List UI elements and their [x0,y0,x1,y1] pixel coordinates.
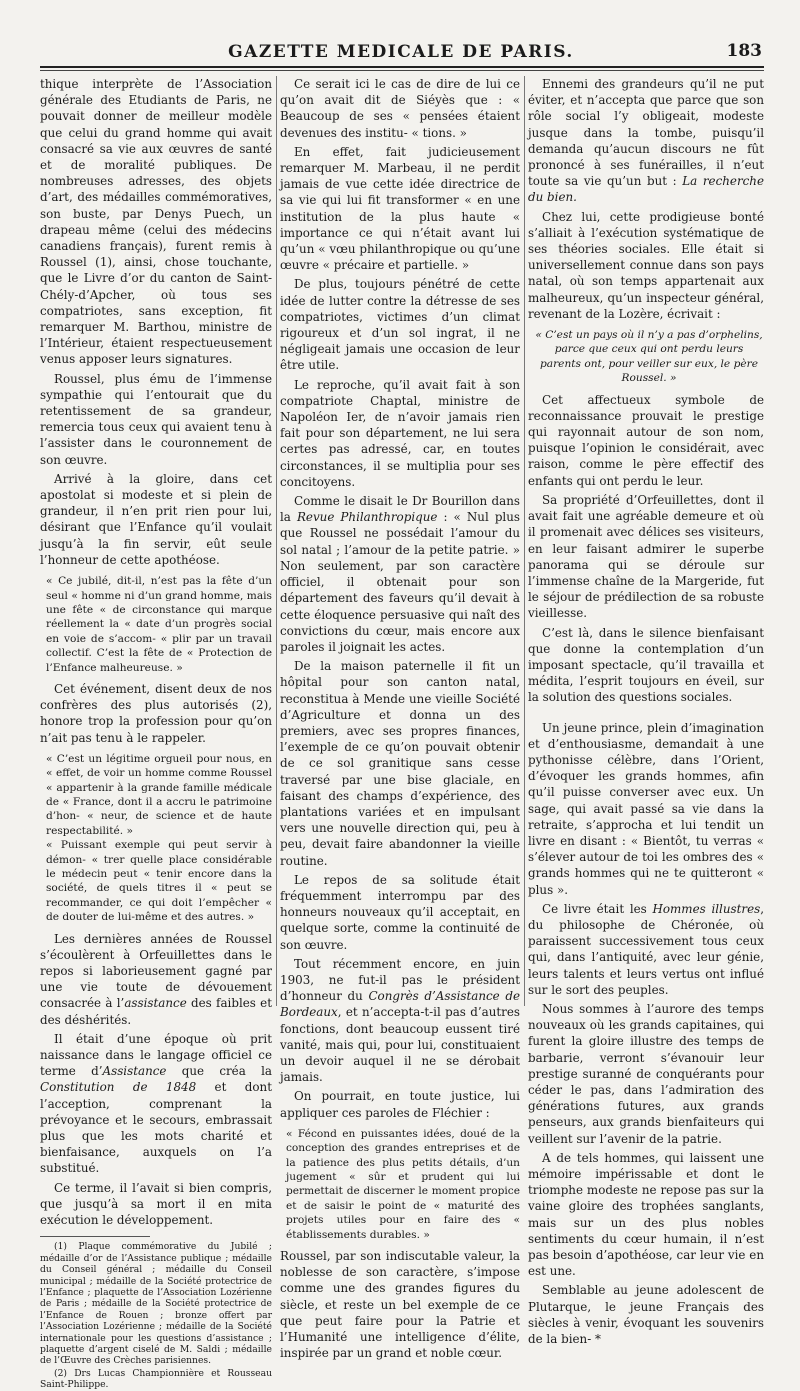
text-run: Comme le disait le Dr Bourillon dans la [280,494,520,525]
emphasis: Assistance [102,1064,167,1079]
paragraph: C’est là, dans le silence bienfaisant que donne la contemplation d’un imposant spectacle, qu’il travailla et médita, l’esprit toujours en éveil, sur la solution des questions sociales. [528,625,764,705]
block-quote [46,752,272,925]
paragraph: De la maison paternelle il fit un hôpital pour son canton natal, reconstitua à Mende une vieille Société d’Agriculture et donna un des premiers, avec ses propres finances, l’exemple de ce qu’on pouvait obtenir de ce sol granitique sans cesse traversé par une bise glaciale, en faisant des champs d’expérience, des plantations variées et en impulsant vers une nouvelle direction qui, peu à peu, devait faire abandonner la vieille routine. [280,659,520,868]
text-run: des faibles et des déshérités. [40,996,272,1027]
footnote: (2) Drs Lucas Championnière et Rousseau Saint-Philippe. [40,1367,272,1391]
block-quote [534,328,764,386]
column-1 [40,76,273,1391]
paragraph: Roussel, plus ému de l’immense sympathie qui l’entourait que du retentissement de sa grandeur, remercia tous ceux qui avaient tenu à l’assister dans le couronnement de son œuvre. [40,371,272,467]
paragraph: Sa propriété d’Orfeuillettes, dont il avait fait une agréable demeure et où il promenait avec délices ses visiteurs, en leur faisant admirer le superbe panorama qui se déroule sur l’immense chaîne de la Margeride, fut le séjour de prédilection de sa robuste vieillesse. [528,492,764,621]
header-rule [40,66,764,68]
emphasis: Congrès d’Assistance de Bordeaux [280,989,520,1020]
block-quote [286,1127,520,1242]
paragraph: En effet, fait judicieusement remarquer M. Marbeau, il ne perdit jamais de vue cette idée directrice de sa vie qui lui fit transformer « en une institution de la plus haute « importance ce qui n’était avant lui qu’un « vœu philanthropique ou qu’une œuvre « précaire et partielle. » [280,144,520,273]
emphasis: Revue Philanthropique [296,510,438,525]
quote-text: « C’est un légitime orgueil pour nous, en « effet, de voir un homme comme Roussel « appartenir à la grande famille médicale de « France, dont il a accru le patrimoine d’hon- « neur, de science et de haute respectabilité. » [46,752,272,837]
text-run: , et n’accepta-t-il pas d’autres fonctions, dont beaucoup eussent tiré vanité, mais qui, pour lui, constituaient un devoir auquel il ne se dérobait jamais. [280,1005,520,1085]
column-2 [280,76,520,1361]
continuation-mark: * [595,1332,601,1347]
block-quote [46,574,272,675]
emphasis: Constitution de 1848 [40,1080,197,1095]
page-number: 183 [726,41,762,61]
paragraph: Ce serait ici le cas de dire de lui ce qu’on avait dit de Siéyès que : « Beaucoup de ses « pensées étaient devenues des institu- « tions. » [280,77,520,140]
text-run: : « Nul plus que Roussel ne possédait l’amour du sol natal ; l’amour de la petite patrie. » Non seulement, par son caractère officiel, il obtenait pour son département des faveurs qu’il devait à cette éloquence persuasive qui naît des convictions du cœur, mais encore aux paroles il joignait les actes. [280,510,520,654]
paragraph [40,931,272,1028]
quote-text: « Fécond en puissantes idées, doué de la conception des grandes entreprises et de la patience des plus petits détails, d’un jugement « sûr et prudent qui lui permettait de discerner le moment propice et de saisir le point de « maturité des projets utiles pour en faire des « établissements durables. » [286,1127,520,1241]
text-run: Semblable au jeune adolescent de Plutarque, le jeune Français des siècles à venir, évoquant les souvenirs de la bien- [528,1283,764,1347]
paragraph: Nous sommes à l’aurore des temps nouveaux où les grands capitaines, qui furent la gloire illustre des temps de barbarie, verront s’évanouir leur prestige suranné de conquérants pour céder le pas, dans l’admiration des générations futures, aux grands penseurs, aux grands bienfaiteurs qui veillent sur l’avenir de la patrie. [528,1001,764,1146]
running-header [40,40,762,66]
emphasis: Hommes illustres [652,901,761,916]
quote-text: « Ce jubilé, dit-il, n’est pas la fête d’un seul « homme ni d’un grand homme, mais une fête « de circonstance qui marque réellement la « date d’un progrès social en voie de s’accom- « plir par un travail collectif. C’est la fête de « Protection de l’Enfance malheureuse. » [46,575,272,674]
text-run: et dont l’acception, comprenant la prévoyance et le secours, embrassait plus que les mots charité et bienfaisance, auxquels on l’a substitué. [40,1080,272,1176]
quote-text: « C’est un pays où il n’y a pas d’orphelins, parce que ceux qui ont perdu leurs parents ont, pour veiller sur eux, le père Roussel. » [535,329,763,385]
paragraph: Un jeune prince, plein d’imagination et d’enthousiasme, demandait à une pythonisse célèbre, dans l’Orient, d’évoquer les grands hommes, afin qu’il puisse converser avec eux. Un sage, qui avait passé sa vie dans la retraite, s’approcha et lui tendit un livre en disant : « Bientôt, tu verras « s’élever autour de toi les ombres des « grands hommes qui ne te quitteront « plus ». [528,720,764,897]
paragraph: Le reproche, qu’il avait fait à son compatriote Chaptal, ministre de Napoléon Ier, de n’avoir jamais rien fait pour son département, ne lui sera certes pas adressé, car, en toutes circonstances, il se multiplia pour ses concitoyens. [280,377,520,489]
column-divider [276,76,277,1006]
paragraph: Arrivé à la gloire, dans cet apostolat si modeste et si plein de grandeur, il n’en prit rien pour lui, désirant que l’Enfance qu’il voulait jusqu’à la fin servir, eût seule l’honneur de cette apothéose. [40,471,272,567]
text-run: Les dernières années de Roussel s’écoulèrent à Orfeuillettes dans le repos si laborieusement gagné par une vie toute de dévouement consacrée à l’ [40,931,272,1011]
paragraph: A de tels hommes, qui laissent une mémoire impérissable et dont le triomphe modeste ne repose pas sur la vaine gloire des trophées sanglants, mais sur un des plus nobles sentiments du cœur humain, il n’est pas besoin d’apothéose, car leur vie en est une. [528,1150,764,1279]
text-run: Ennemi des grandeurs qu’il ne put éviter, et n’accepta que parce que son rôle social l’y obligeait, modeste jusque dans la tombe, puisqu’il demanda qu’aucun discours ne fût prononcé à ses funérailles, il n’eut toute sa vie qu’un but : [528,77,764,189]
paragraph [528,901,764,998]
paragraph: Le repos de sa solitude était fréquemment interrompu par des honneurs nouveaux qu’il acceptait, en quelque sorte, comme la continuité de son œuvre. [280,872,520,952]
paragraph: On pourrait, en toute justice, lui appliquer ces paroles de Fléchier : [280,1089,520,1120]
text-run: que créa la [166,1064,273,1079]
journal-title: GAZETTE MEDICALE DE PARIS. [228,42,574,62]
footnote-rule [40,1236,150,1237]
paragraph: Chez lui, cette prodigieuse bonté s’alliait à l’exécution systématique de ses théories sociales. Elle était si universellement connue dans son pays natal, où son temps appartenait aux malheureux, qu’un inspecteur général, revenant de la Lozère, écrivait : [528,209,764,321]
column-divider [524,76,525,1006]
header-rule-thin [40,70,764,71]
paragraph [528,76,764,206]
quote-text: « Puissant exemple qui peut servir à démon- « trer quelle place considérable le médecin peut « tenir encore dans la société, de quels titres il « peut se recommander, ce qui doit l’empêcher « de douter de lui-même et des autres. » [46,839,272,924]
column-3 [528,76,764,1347]
emphasis: assistance [124,996,187,1011]
paragraph [280,956,520,1086]
emphasis: La recherche du bien. [528,174,764,205]
text-run: , du philosophe de Chéronée, où paraissent successivement tous ceux qui, dans l’antiquité, avec leur génie, leurs talents et leurs vertus ont influé sur le sort des peuples. [528,901,764,997]
footnote: (1) Plaque commémorative du Jubilé ; médaille d’or de l’Assistance publique ; médaille du Conseil général ; médaille du Conseil municipal ; médaille de la Société protectrice de l’Enfance ; plaquette de l’Association Lozérienne de Paris ; médaille de la Société protectrice de l’Enfance de Rouen ; bronze offert par l’Association Lozérienne ; médaille de la Société internationale pour les questions d’assistance ; plaquette d’argent ciselé de M. Saldi ; médaille de l’Œuvre des Crèches parisiennes. [40,1241,272,1367]
text-run: Il était d’une époque où prit naissance dans le langage officiel ce terme d’ [40,1031,272,1079]
text-run: Ce livre était les [542,901,653,916]
paragraph: Roussel, par son indiscutable valeur, la noblesse de son caractère, s’impose comme une des grandes figures du siècle, et reste un bel exemple de ce que peut faire pour la Patrie et l’Humanité une intelligence d’élite, inspirée par un grand et noble cœur. [280,1249,520,1361]
paragraph: Ce terme, il l’avait si bien compris, que jusqu’à sa mort il en mita exécution le développement. [40,1180,272,1228]
text-run: Tout récemment encore, en juin 1903, ne fut-il pas le président d’honneur du [280,956,520,1004]
paragraph: Cet événement, disent deux de nos confrères des plus autorisés (2), honore trop la profession pour qu’on n’ait pas tenu à le rappeler. [40,681,272,745]
paragraph [280,493,520,655]
section-gap [528,706,764,720]
paragraph: thique interprète de l’Association générale des Etudiants de Paris, ne pouvait donner de meilleur modèle que celui du grand homme qui avait consacré sa vie aux œuvres de santé et de moralité publiques. De nombreuses adresses, des objets d’art, des médailles commémoratives, son buste, par Denys Puech, un drapeau même (celui des médecins canadiens français), furent remis à Roussel (1), ainsi, chose touchante, que le Livre d’or du canton de Saint-Chély-d’Apcher, où tous ses compatriotes, sans exception, fit remarquer M. Barthou, ministre de l’Intérieur, étaient respectueusement venus apposer leurs signatures. [40,77,272,367]
paragraph: De plus, toujours pénétré de cette idée de lutter contre la détresse de ses compatriotes, victimes d’un climat rigoureux et d’un sol ingrat, il ne négligeait jamais une occasion de leur être utile. [280,277,520,373]
paragraph [40,1031,272,1177]
paragraph [528,1282,764,1347]
paragraph: Cet affectueux symbole de reconnaissance prouvait le prestige qui rayonnait autour de son nom, puisque l’opinion le considérait, avec raison, comme le père effectif des enfants qui ont perdu le leur. [528,392,764,488]
